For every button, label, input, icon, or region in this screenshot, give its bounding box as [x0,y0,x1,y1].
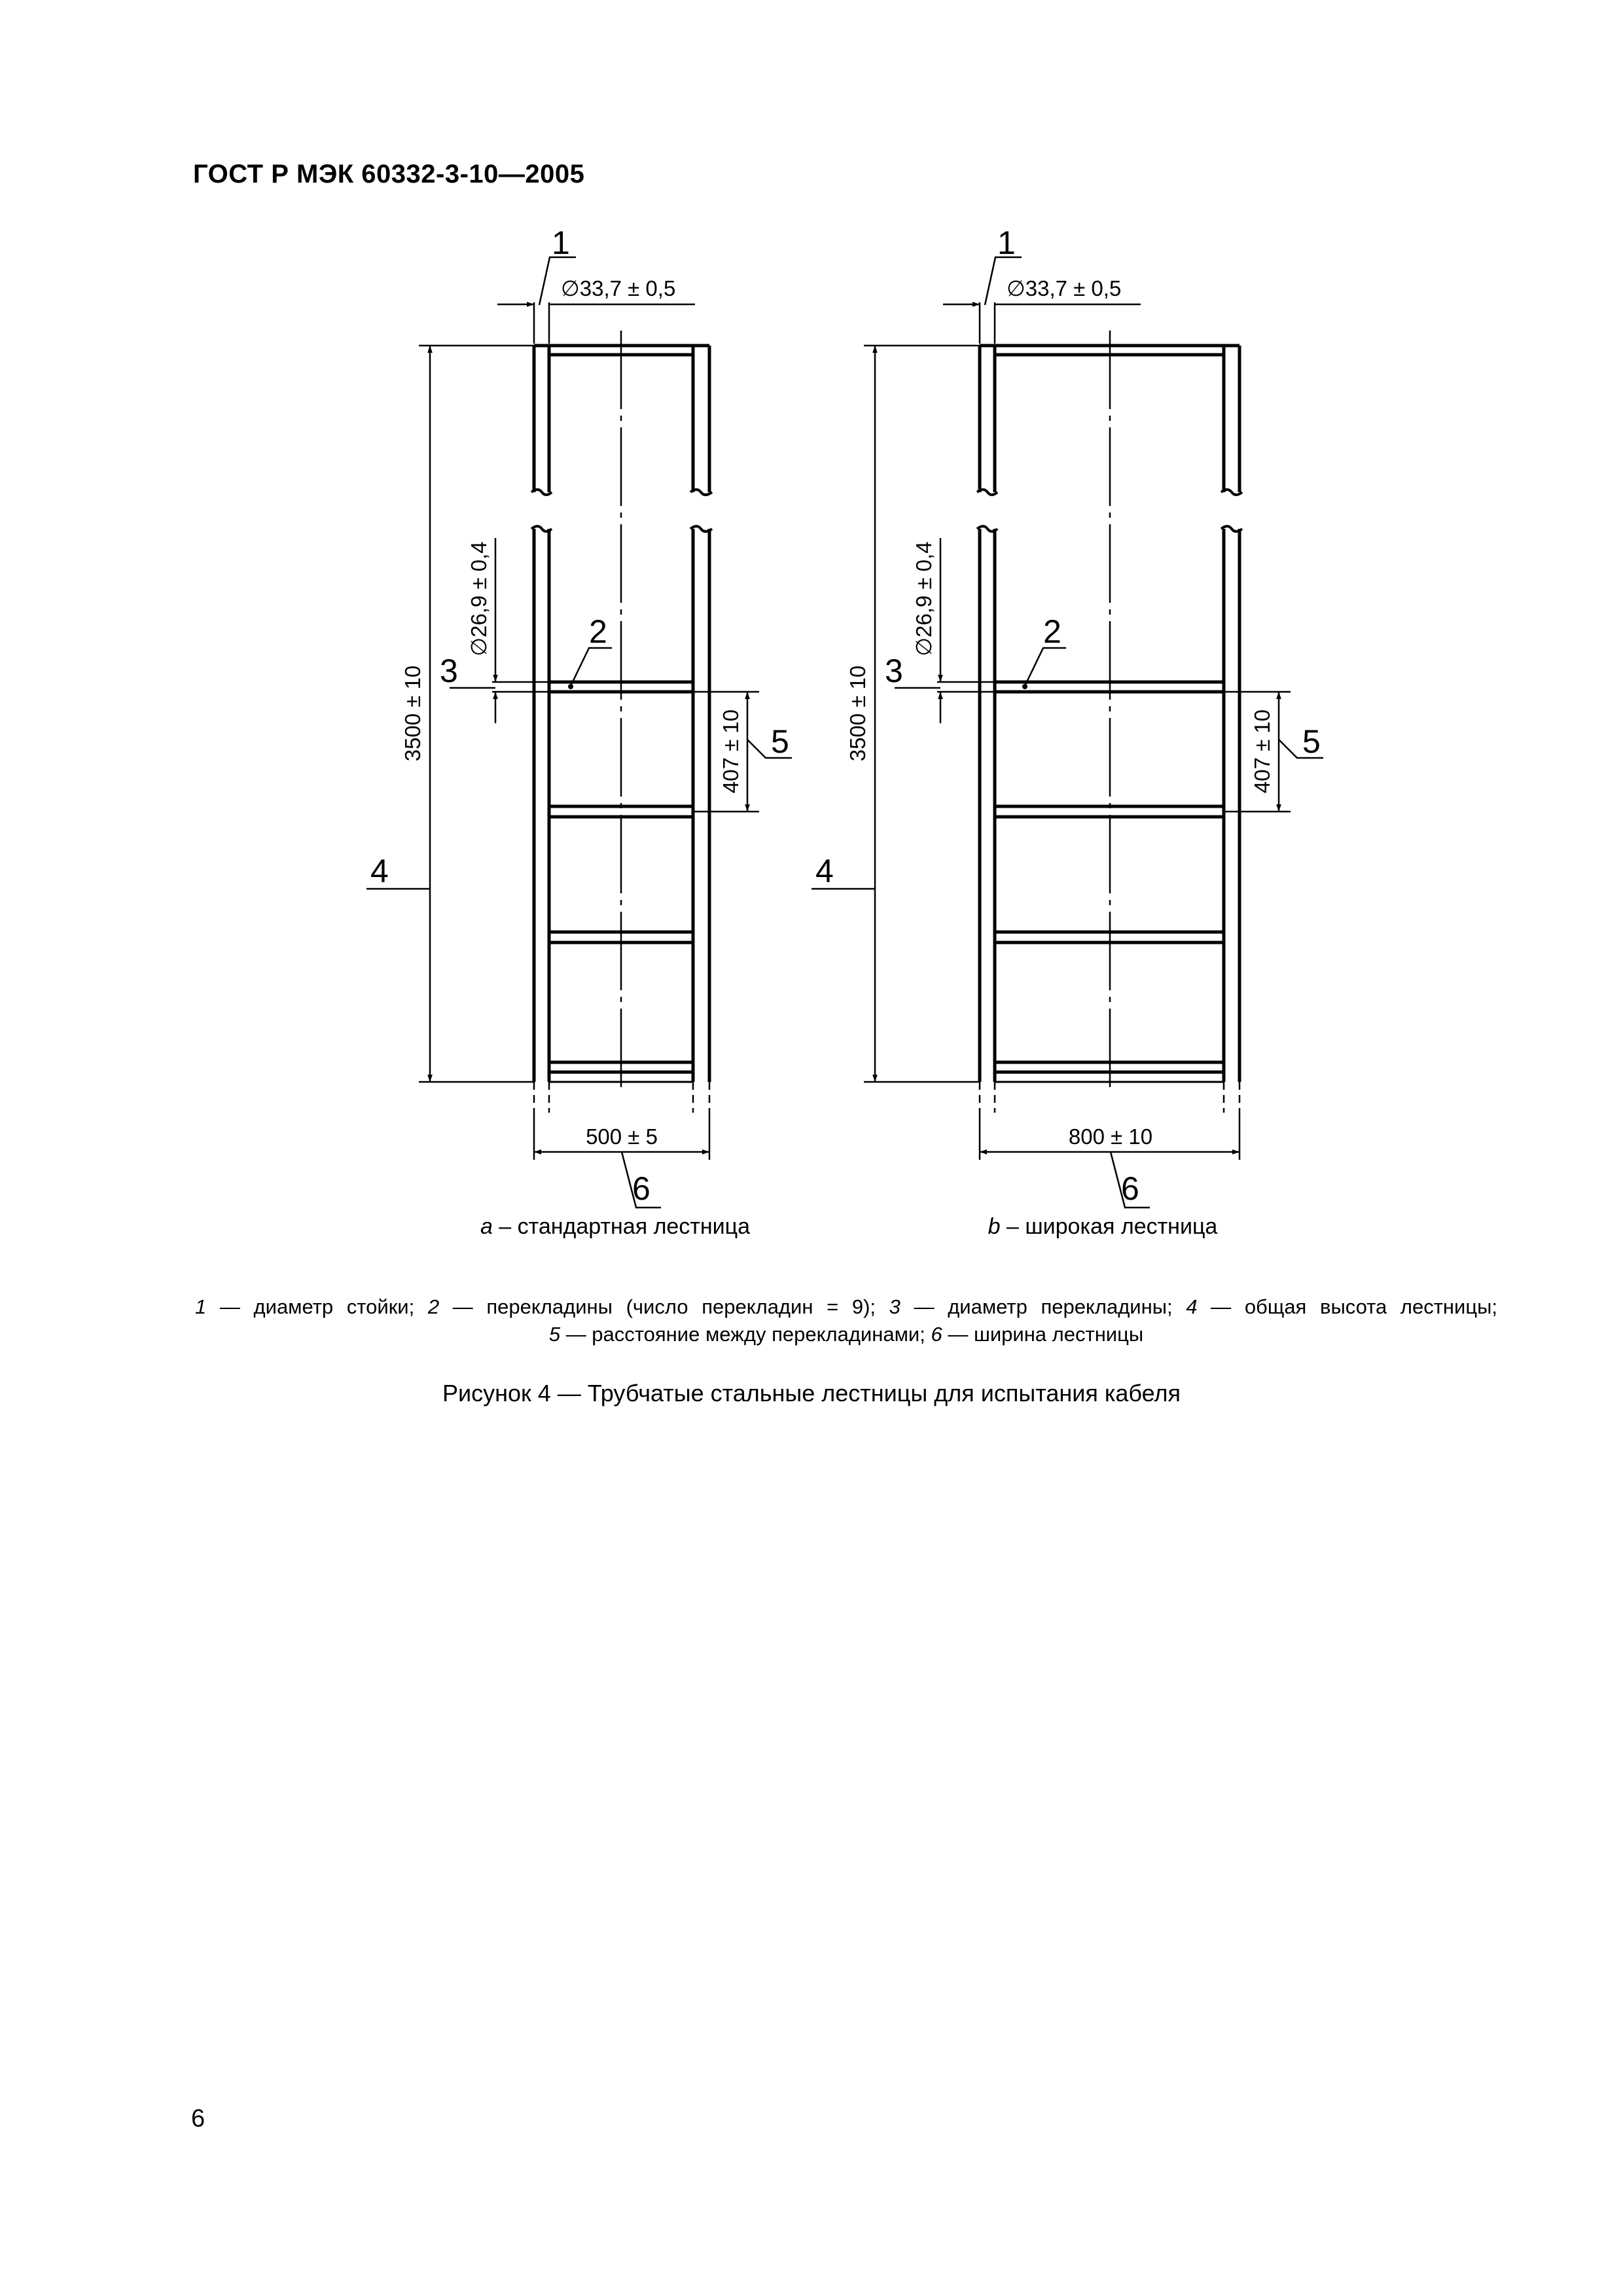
b-callout-1: 1 [997,224,1016,261]
ladder-a-standard [531,331,712,1113]
a-subcaption: a – стандартная лестница [480,1214,751,1239]
b-callout-5: 5 [1302,723,1321,760]
a-callout-4: 4 [370,853,389,889]
b-subcaption: b – широкая лестница [988,1214,1218,1239]
page-number: 6 [191,2105,205,2132]
a-callout-5: 5 [771,723,789,760]
a-callout-6: 6 [632,1170,651,1207]
a-rung-spacing-label: 407 ± 10 [719,709,743,794]
b-rung-spacing-label: 407 ± 10 [1250,709,1274,794]
a-width-label: 500 ± 5 [586,1124,658,1149]
b-stile-diameter-label: ∅33,7 ± 0,5 [1007,276,1122,300]
ladder-b-rung-dot [1022,684,1027,689]
b-height-label: 3500 ± 10 [846,665,870,762]
a-callout-2: 2 [589,613,607,650]
ladder-b-dimensions [812,257,1323,1208]
b-width-label: 800 ± 10 [1068,1124,1153,1149]
document-header: ГОСТ Р МЭК 60332-3-10—2005 [193,160,585,188]
b-callout-2: 2 [1043,613,1061,650]
a-callout-1: 1 [552,224,570,261]
b-callout-4: 4 [815,853,834,889]
a-rung-diameter-label: ∅26,9 ± 0,4 [467,541,491,656]
legend-line-2: 5 — расстояние между перекладинами; 6 — ширина лестницы [548,1323,1144,1346]
figure-legend [195,1293,1497,1348]
figure-caption: Рисунок 4 — Трубчатые стальные лестницы для испытания кабеля [442,1380,1181,1407]
b-callout-3: 3 [885,653,903,689]
ladder-a-rung-dot [568,684,573,689]
legend-line-1: 1 — диаметр стойки; 2 — перекладины (число перекладин = 9); 3 — диаметр перекладины; 4 — общая высота лестницы; [195,1295,1497,1318]
b-rung-diameter-label: ∅26,9 ± 0,4 [912,541,936,656]
b-callout-6: 6 [1121,1170,1139,1207]
a-callout-3: 3 [440,653,458,689]
ladder-b-wide [977,331,1242,1113]
a-stile-diameter-label: ∅33,7 ± 0,5 [561,276,676,300]
a-height-label: 3500 ± 10 [401,665,425,762]
